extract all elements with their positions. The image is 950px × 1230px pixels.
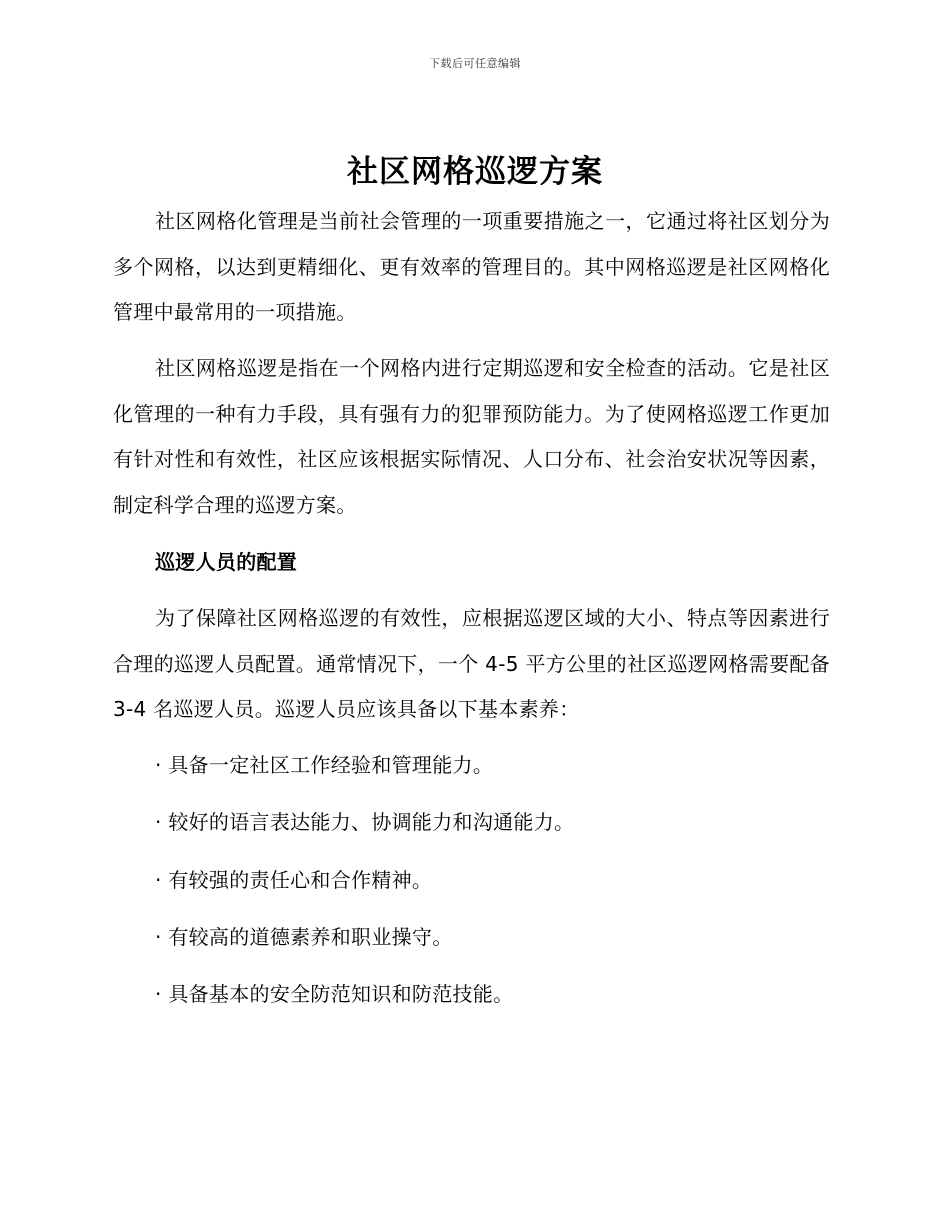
list-item: · 有较强的责任心和合作精神。 (155, 867, 433, 892)
list-item: · 较好的语言表达能力、协调能力和沟通能力。 (155, 810, 575, 835)
document-title: 社区网格巡逻方案 (347, 154, 603, 190)
section-heading: 巡逻人员的配置 (155, 550, 298, 574)
qualification-list (155, 743, 835, 1029)
list-item: · 有较高的道德素养和职业操守。 (155, 924, 453, 949)
list-item: · 具备基本的安全防范知识和防范技能。 (155, 982, 514, 1007)
staffing-paragraph: 为了保障社区网格巡逻的有效性，应根据巡逻区域的大小、特点等因素进行合理的巡逻人员配置。通常情况下，一个 4-5 平方公里的社区巡逻网格需要配备 3-4 名巡逻人员。巡逻人员应该具备以下基本素养： (113, 606, 830, 721)
header-note: 下载后可任意编辑 (429, 57, 521, 70)
definition-paragraph: 社区网格巡逻是指在一个网格内进行定期巡逻和安全检查的活动。它是社区化管理的一种有力手段，具有强有力的犯罪预防能力。为了使网格巡逻工作更加有针对性和有效性，社区应该根据实际情况、人口分布、社会治安状况等因素，制定科学合理的巡逻方案。 (113, 356, 830, 517)
list-item: · 具备一定社区工作经验和管理能力。 (155, 753, 494, 777)
intro-paragraph: 社区网格化管理是当前社会管理的一项重要措施之一，它通过将社区划分为多个网格，以达到更精细化、更有效率的管理目的。其中网格巡逻是社区网格化管理中最常用的一项措施。 (113, 209, 830, 324)
